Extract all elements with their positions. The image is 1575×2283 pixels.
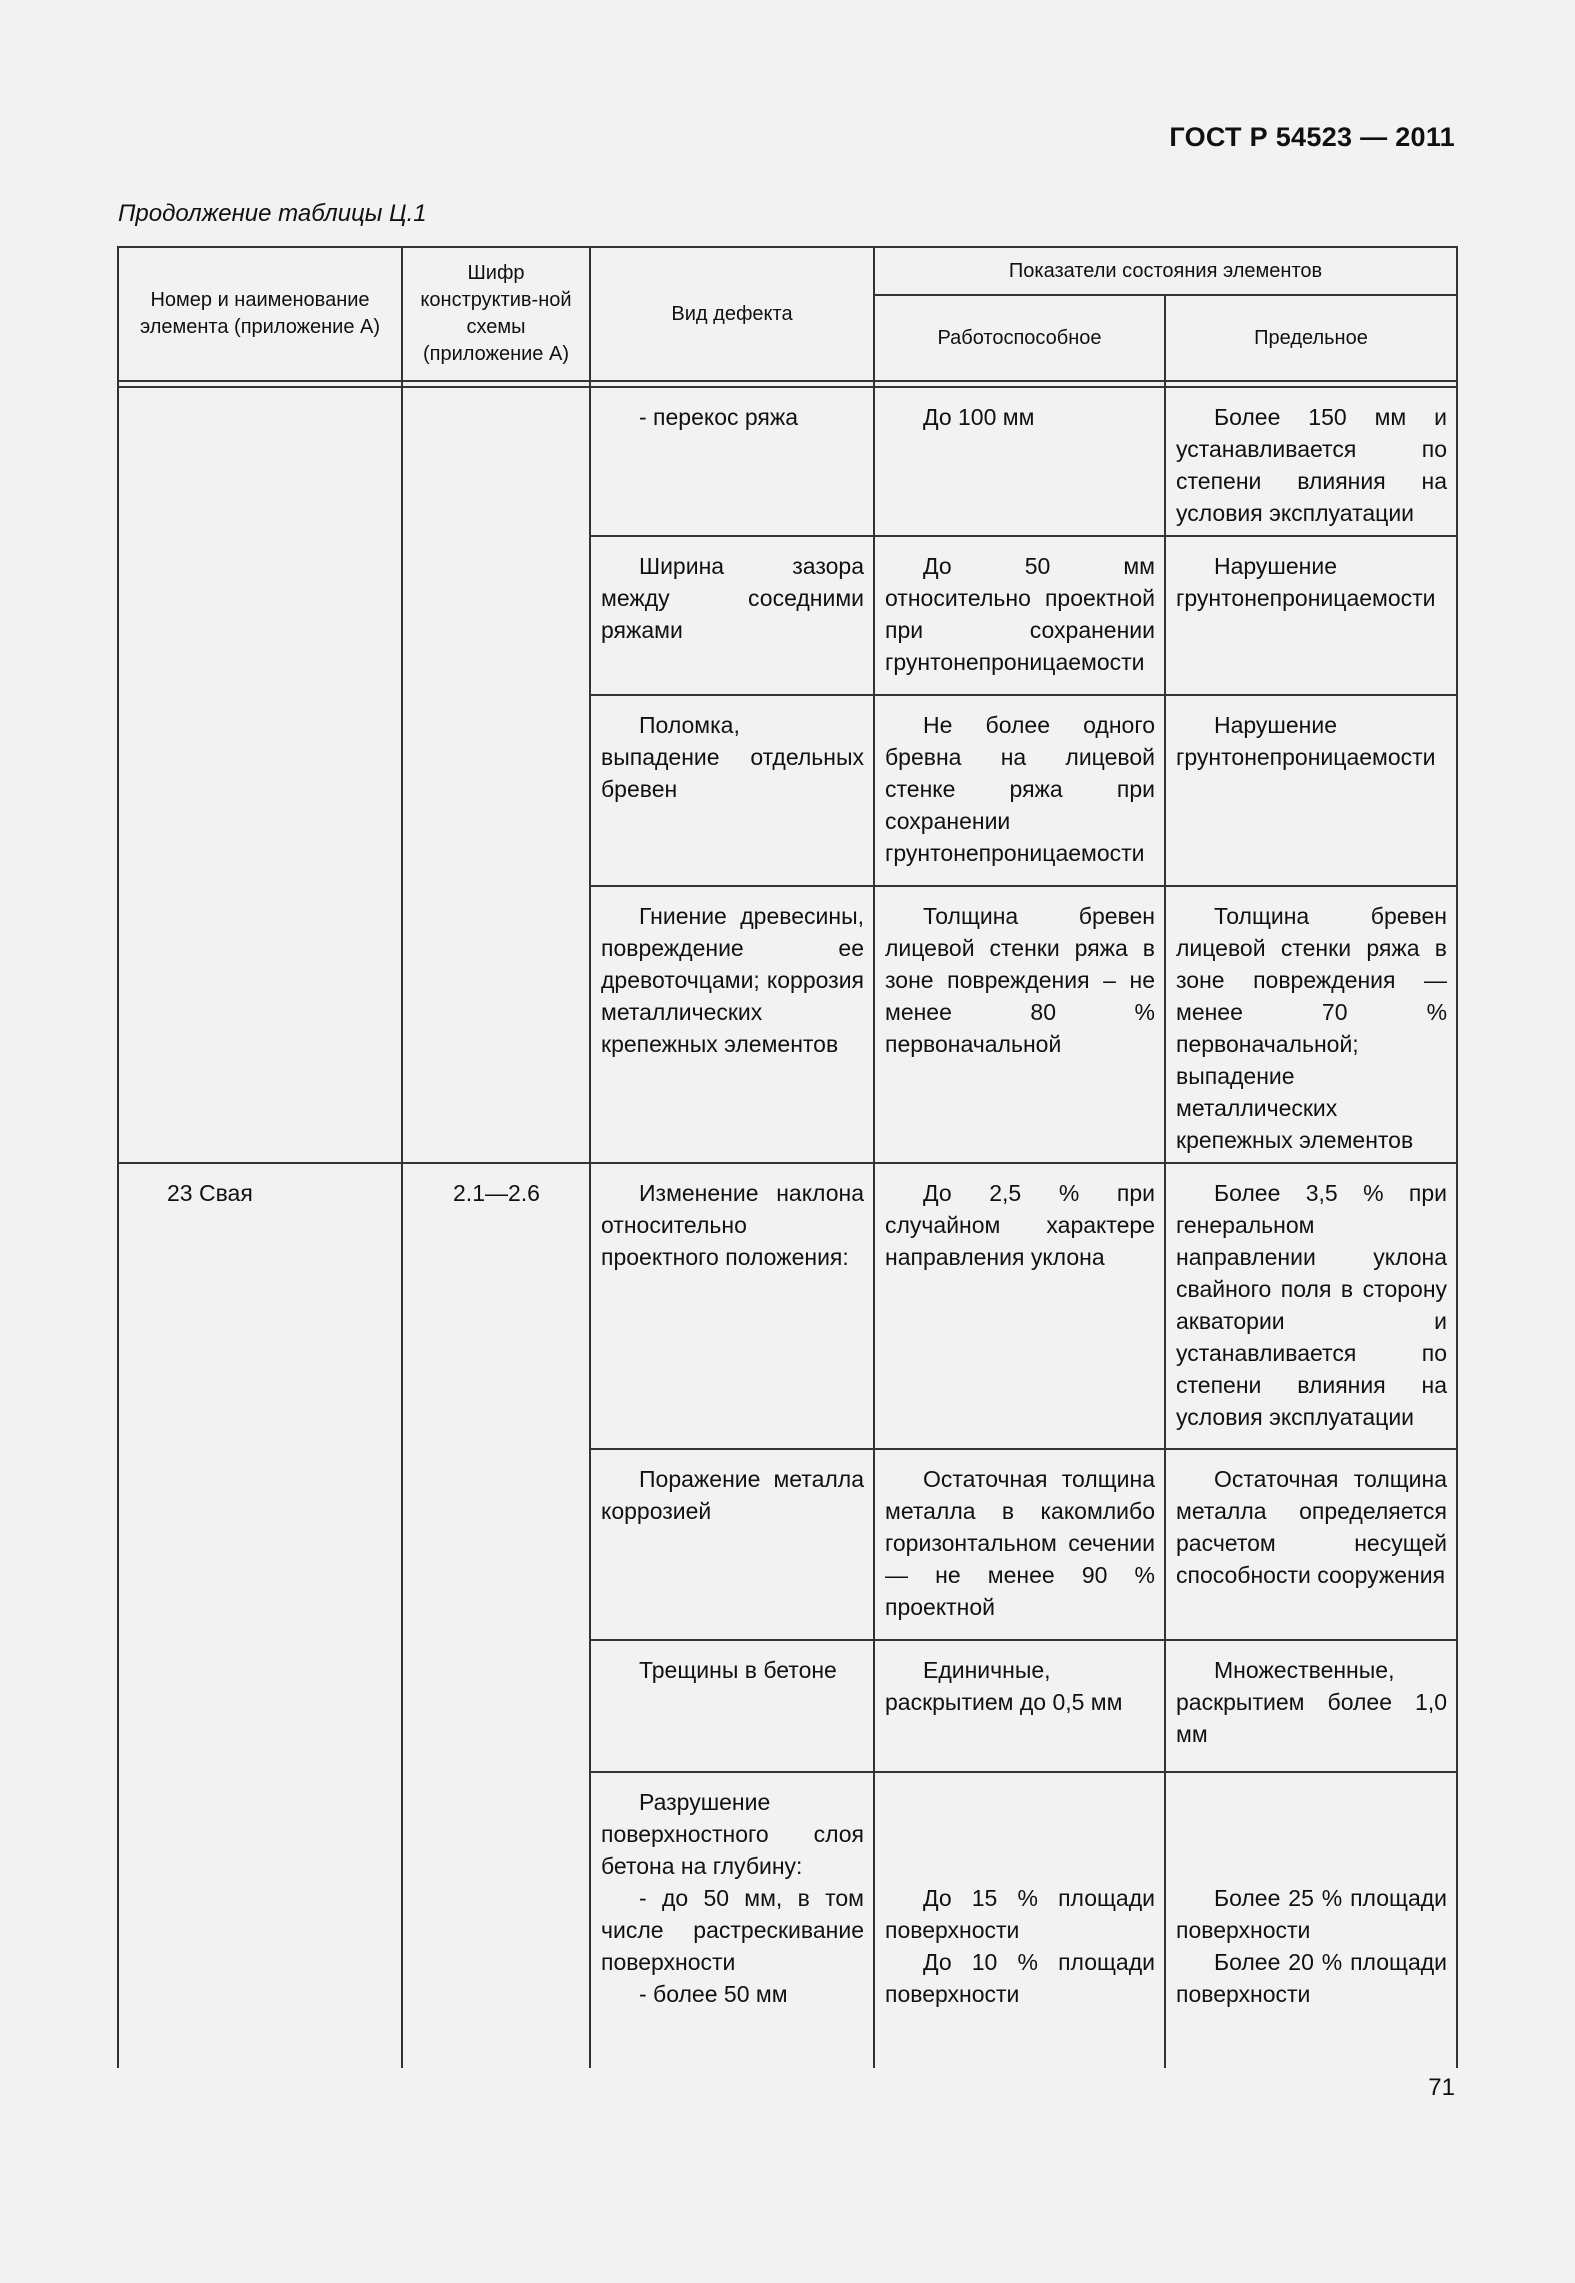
header-group: Показатели состояния элементов xyxy=(874,247,1457,295)
element-cell xyxy=(118,387,402,1163)
page-number: 71 xyxy=(1428,2074,1455,2101)
defect-cell: Поражение металла коррозией xyxy=(590,1449,874,1640)
header-limit: Предельное xyxy=(1165,295,1457,381)
table-continuation-label: Продолжение таблицы Ц.1 xyxy=(118,200,427,227)
limit-cell: Толщина бревен лицевой стенки ряжа в зоне повреждения — менее 70 % первоначальной; выпадение металлических крепежных элементов xyxy=(1165,886,1457,1163)
defect-sub-b: - более 50 мм xyxy=(639,1981,788,2007)
element-cell: 23 Свая xyxy=(118,1163,402,2068)
limit-cell: Множественные, раскрытием более 1,0 мм xyxy=(1165,1640,1457,1772)
workable-sub-a: До 15 % площади поверхности xyxy=(885,1885,1155,1943)
limit-cell: Нарушение грунтонепроницаемости xyxy=(1165,536,1457,695)
defects-table xyxy=(117,246,1458,2068)
limit-cell xyxy=(1165,1772,1457,2068)
defect-cell: Поломка, выпадение отдельных бревен xyxy=(590,695,874,886)
workable-cell xyxy=(874,1772,1165,2068)
defect-cell: Трещины в бетоне xyxy=(590,1640,874,1772)
workable-cell: До 2,5 % при случайном характере направления уклона xyxy=(874,1163,1165,1449)
workable-cell: Единичные, раскрытием до 0,5 мм xyxy=(874,1640,1165,1772)
limit-cell: Более 3,5 % при генеральном направлении уклона свайного поля в сторону акватории и устанавливается по степени влияния на условия эксплуатации xyxy=(1165,1163,1457,1449)
workable-cell: Остаточная толщина металла в какомлибо горизонтальном сечении — не менее 90 % проектной xyxy=(874,1449,1165,1640)
table-row xyxy=(118,1163,1457,1449)
standard-header: ГОСТ Р 54523 — 2011 xyxy=(1169,122,1455,152)
limit-cell: Более 150 мм и устанавливается по степени влияния на условия эксплуатации xyxy=(1165,387,1457,536)
limit-sub-b: Более 20 % площади поверхности xyxy=(1176,1949,1448,2007)
header-defect: Вид дефекта xyxy=(590,247,874,381)
defect-sub-a: - до 50 мм, в том числе растрескивание поверхности xyxy=(601,1885,864,1975)
scheme-cell: 2.1—2.6 xyxy=(402,1163,590,2068)
workable-cell: Толщина бревен лицевой стенки ряжа в зоне повреждения – не менее 80 % первоначальной xyxy=(874,886,1165,1163)
defect-cell: Гниение древесины, повреждение ее древоточцами; коррозия металлических крепежных элементов xyxy=(590,886,874,1163)
defect-cell: - перекос ряжа xyxy=(590,387,874,536)
defect-cell: Изменение наклона относительно проектного положения: xyxy=(590,1163,874,1449)
defect-cell: Ширина зазора между соседними ряжами xyxy=(590,536,874,695)
limit-cell: Остаточная толщина металла определяется расчетом несущей способности сооружения xyxy=(1165,1449,1457,1640)
header-workable: Работоспособное xyxy=(874,295,1165,381)
workable-cell: Не более одного бревна на лицевой стенке ряжа при сохранении грунтонепроницаемости xyxy=(874,695,1165,886)
defect-intro: Разрушение поверхностного слоя бетона на глубину: xyxy=(601,1789,864,1879)
workable-sub-b: До 10 % площади поверхности xyxy=(885,1949,1155,2007)
workable-cell: До 100 мм xyxy=(874,387,1165,536)
workable-cell: До 50 мм относительно проектной при сохранении грунтонепроницаемости xyxy=(874,536,1165,695)
header-element: Номер и наименование элемента (приложение А) xyxy=(118,247,402,381)
table-row xyxy=(118,387,1457,536)
defect-cell xyxy=(590,1772,874,2068)
limit-sub-a: Более 25 % площади поверхности xyxy=(1176,1885,1448,1943)
header-scheme: Шифр конструктив-ной схемы (приложение А) xyxy=(402,247,590,381)
scheme-cell xyxy=(402,387,590,1163)
limit-cell: Нарушение грунтонепроницаемости xyxy=(1165,695,1457,886)
